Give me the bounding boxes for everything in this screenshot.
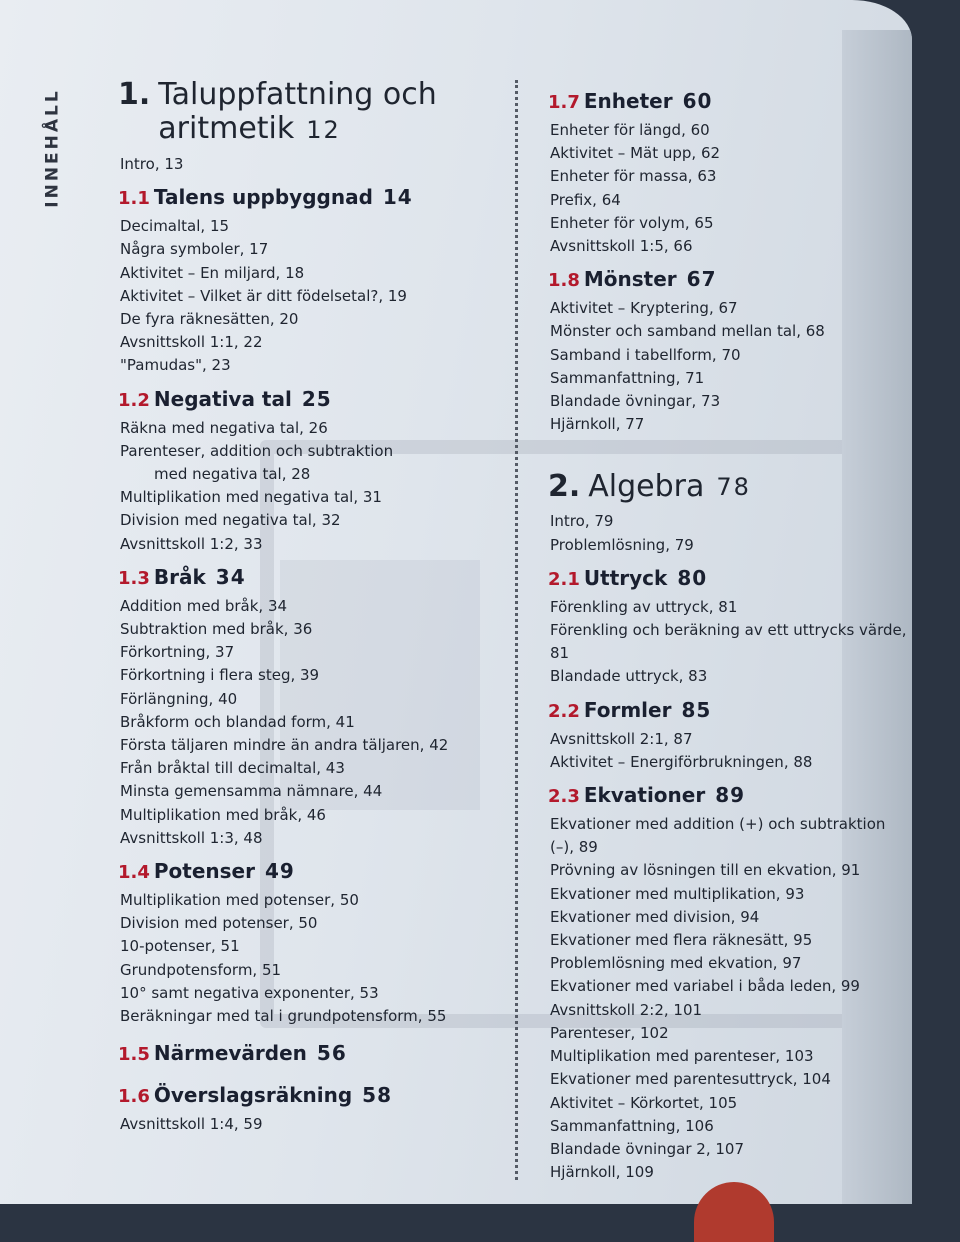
- toc-item: Räkna med negativa tal, 26: [120, 418, 328, 437]
- left-column: [118, 78, 508, 1137]
- section-heading: 1.4 Potenser 49: [118, 859, 295, 884]
- toc-item: Avsnittskoll 2:2, 101: [550, 1000, 703, 1019]
- section-heading: 2.1 Uttryck 80: [548, 565, 708, 590]
- chapter-number: 1.: [118, 77, 151, 112]
- toc-item: Några symboler, 17: [120, 240, 269, 259]
- chapter-page: 78: [716, 473, 751, 502]
- toc-item: Decimaltal, 15: [120, 217, 230, 236]
- toc-item: Division med negativa tal, 32: [120, 511, 341, 530]
- toc-item: 10-potenser, 51: [120, 937, 240, 956]
- chapter-number: 2.: [548, 469, 581, 505]
- chapter-title: Algebra: [588, 469, 705, 505]
- chapter-title-line1: Taluppfattning och: [158, 77, 437, 112]
- toc-item: Parenteser, addition och subtraktion: [120, 441, 394, 460]
- section-heading: 2.2 Formler 85: [548, 697, 712, 722]
- section-heading: 1.2 Negativa tal 25: [118, 386, 332, 411]
- intro-item: Intro, 79: [550, 512, 614, 531]
- toc-item: med negativa tal, 28: [154, 465, 311, 484]
- toc-item: Mönster och samband mellan tal, 68: [550, 322, 825, 341]
- chapter-title-line2: aritmetik: [158, 111, 295, 146]
- toc-item: Ekvationer med parentesuttryck, 104: [550, 1070, 831, 1089]
- toc-item: Avsnittskoll 1:3, 48: [120, 828, 263, 847]
- toc-item: Multiplikation med potenser, 50: [120, 891, 359, 910]
- toc-item: Bråkform och blandad form, 41: [120, 712, 355, 731]
- toc-item: Förkortning, 37: [120, 643, 235, 662]
- toc-item: Avsnittskoll 1:4, 59: [120, 1115, 263, 1134]
- intro-item: Intro, 13: [120, 155, 184, 173]
- toc-item: Första täljaren mindre än andra täljaren, 42: [120, 736, 449, 755]
- section-heading: 1.7 Enheter 60: [548, 89, 713, 113]
- toc-item: Grundpotensform, 51: [120, 960, 282, 979]
- toc-item: Avsnittskoll 1:5, 66: [550, 237, 693, 256]
- toc-item: Prefix, 64: [550, 190, 621, 209]
- toc-item: Aktivitet – Kryptering, 67: [550, 299, 738, 318]
- section-heading: 1.5 Närmevärden 56: [118, 1041, 347, 1066]
- toc-item: Ekvationer med variabel i båda leden, 99: [550, 977, 860, 996]
- toc-item: Enheter för längd, 60: [550, 121, 710, 139]
- toc-item: Avsnittskoll 1:1, 22: [120, 333, 263, 352]
- toc-item: Avsnittskoll 1:2, 33: [120, 534, 263, 553]
- toc-item: Ekvationer med multiplikation, 93: [550, 884, 805, 903]
- toc-item: Förkortning i flera steg, 39: [120, 666, 320, 685]
- chapter-heading: [118, 78, 508, 147]
- toc-item: De fyra räknesätten, 20: [120, 310, 299, 329]
- toc-item: Aktivitet – Körkortet, 105: [550, 1093, 738, 1112]
- section-heading: 1.6 Överslagsräkning 58: [118, 1083, 392, 1108]
- toc-item: Addition med bråk, 34: [120, 596, 288, 615]
- toc-item: Avsnittskoll 2:1, 87: [550, 729, 693, 748]
- section-heading: 2.3 Ekvationer 89: [548, 783, 746, 808]
- sidebar-title: INNEHÅLL: [43, 88, 64, 208]
- toc-item: Förenkling av uttryck, 81: [550, 597, 738, 616]
- toc-item: Minsta gemensamma nämnare, 44: [120, 782, 383, 801]
- toc-item: Hjärnkoll, 77: [550, 415, 645, 434]
- toc-item: Subtraktion med bråk, 36: [120, 620, 313, 639]
- toc-item: Ekvationer med addition (+) och subtraktion (–), 89: [550, 815, 886, 857]
- toc-item: Ekvationer med flera räknesätt, 95: [550, 931, 813, 950]
- toc-item: Ekvationer med division, 94: [550, 907, 760, 926]
- toc-item: Enheter för volym, 65: [550, 213, 714, 232]
- toc-item: Aktivitet – Mät upp, 62: [550, 144, 721, 163]
- toc-item: 10° samt negativa exponenter, 53: [120, 983, 379, 1002]
- column-divider: [515, 80, 518, 1180]
- toc-item: Blandade uttryck, 83: [550, 667, 708, 686]
- toc-item: Multiplikation med bråk, 46: [120, 805, 326, 824]
- section-heading: 1.1 Talens uppbyggnad 14: [118, 185, 413, 210]
- toc-item: Från bråktal till decimaltal, 43: [120, 759, 345, 778]
- toc-item: Förenkling och beräkning av ett uttrycks värde, 81: [550, 621, 907, 663]
- right-column: [548, 88, 908, 1184]
- toc-item: Prövning av lösningen till en ekvation, 91: [550, 861, 861, 880]
- toc-item: Hjärnkoll, 109: [550, 1163, 654, 1182]
- chapter-heading: [548, 470, 908, 504]
- intro-item: Problemlösning, 79: [550, 535, 694, 554]
- toc-item: Aktivitet – En miljard, 18: [120, 263, 305, 282]
- toc-item: Sammanfattning, 71: [550, 368, 705, 387]
- section-heading: 1.8 Mönster 67: [548, 267, 717, 292]
- toc-item: Multiplikation med parenteser, 103: [550, 1047, 814, 1066]
- toc-item: Division med potenser, 50: [120, 914, 318, 933]
- toc-item: Problemlösning med ekvation, 97: [550, 954, 802, 973]
- section-heading: 1.3 Bråk 34: [118, 564, 246, 589]
- toc-item: Sammanfattning, 106: [550, 1116, 714, 1135]
- toc-item: Blandade övningar 2, 107: [550, 1139, 744, 1158]
- toc-item: Beräkningar med tal i grundpotensform, 55: [120, 1007, 447, 1026]
- toc-item: Multiplikation med negativa tal, 31: [120, 488, 382, 507]
- toc-item: Aktivitet – Vilket är ditt födelsetal?, 19: [120, 286, 407, 305]
- toc-item: "Pamudas", 23: [120, 356, 231, 375]
- chapter-page: 12: [306, 116, 341, 144]
- toc-item: Blandade övningar, 73: [550, 392, 721, 411]
- toc-item: Samband i tabellform, 70: [550, 345, 741, 364]
- toc-item: Förlängning, 40: [120, 689, 238, 708]
- toc-item: Parenteser, 102: [550, 1023, 669, 1042]
- toc-item: Aktivitet – Energiförbrukningen, 88: [550, 752, 813, 771]
- toc-item: Enheter för massa, 63: [550, 167, 717, 186]
